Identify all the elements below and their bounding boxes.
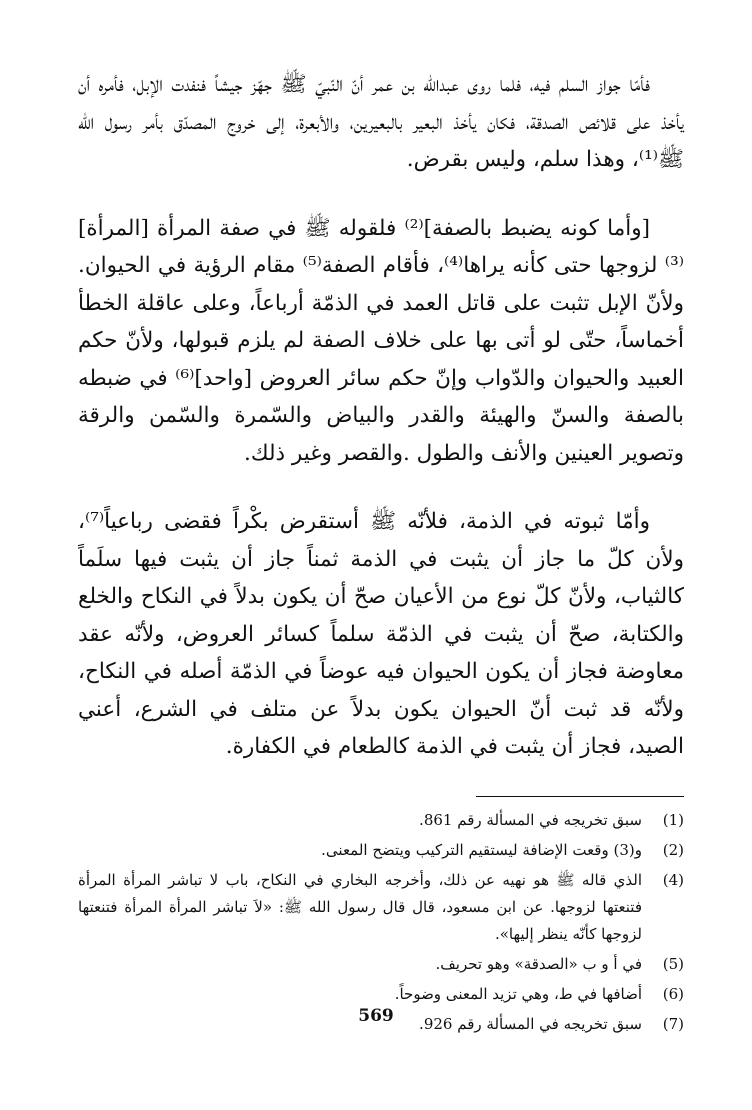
- footnote-number: (7): [662, 1014, 684, 1033]
- page-body: [78, 60, 684, 1041]
- footnote-text: أضافها في ط، وهي تزيد المعنى وضوحاً.: [394, 984, 642, 1003]
- footnote-text: سبق تخريجه في المسألة رقم 926.: [419, 1014, 642, 1033]
- footnote-item: [78, 837, 684, 864]
- footnote-number: (2): [662, 840, 684, 859]
- paragraph-1: [78, 66, 684, 179]
- paragraph-2: [78, 210, 684, 473]
- footnote-item: [78, 981, 684, 1008]
- footnote-text: سبق تخريجه في المسألة رقم 861.: [419, 810, 642, 829]
- footnote-separator: [476, 796, 684, 797]
- paragraph-1-text: فأمّا جواز السلم فيه، فلما روى عبدالله بن عمر أنّ النّبيّ ﷺ جهّز جيشاً فنفدت الإبل، فأمره أن يأخذ على قلائص الصدقة، فكان يأخذ البعير بالبعيرين، والأبعرة، إلى خروج المصدّق بأمر رسول الله ﷺ⁽¹⁾، وهذا سلم، وليس بقرض.: [78, 72, 684, 172]
- footnote-text: الذي قاله ﷺ هو نهيه عن ذلك، وأخرجه البخاري في النكاح، باب لا تباشر المرأة المرأة فتنعتها لزوجها. عن ابن مسعود، قال قال رسول الله ﷺ: «لاَ تباشر المرأة المرأة فتنعتها لزوجها كأنّه ينظر إليها».: [78, 870, 642, 943]
- paragraph-3: [78, 503, 684, 766]
- paragraph-3-text: وأمّا ثبوته في الذمة، فلأنّه ﷺ أستقرض بكْراً فقضى رباعياً⁽⁷⁾، ولأن كلّ ما جاز أن يثبت في الذمة ثمناً جاز أن يثبت فيها سلَماً كالثياب، ولأنّ كلّ نوع من الأعيان صحّ أن يكون بدلاً في النكاح والخلع والكتابة، صحّ أن يثبت في الذمّة سلماً كسائر العروض، ولأنّه عقد معاوضة فجاز أن يكون الحيوان فيه عوضاً في الذمّة أصله في النكاح، ولأنّه قد ثبت أنّ الحيوان يكون بدلاً عن متلف في الشرع، أعني الصيد، فجاز أن يثبت في الذمة كالطعام في الكفارة.: [78, 509, 684, 759]
- footnote-item: [78, 807, 684, 834]
- footnotes: [78, 807, 684, 1038]
- footnote-number: (4): [662, 870, 684, 889]
- page-number: 569: [358, 1006, 394, 1026]
- footnote-number: (1): [662, 810, 684, 829]
- footnote-number: (5): [662, 954, 684, 973]
- footnote-text: و(3) وقعت الإضافة ليستقيم التركيب ويتضح المعنى.: [321, 840, 642, 859]
- footnote-number: (6): [662, 984, 684, 1003]
- footnote-item: [78, 867, 684, 948]
- paragraph-2-text: [وأما كونه يضبط بالصفة]⁽²⁾ فلقوله ﷺ في صفة المرأة [المرأة]⁽³⁾ لزوجها حتى كأنه يراها⁽⁴⁾، فأقام الصفة⁽⁵⁾ مقام الرؤية في الحيوان. ولأنّ الإبل تثبت على قاتل العمد في الذمّة أرباعاً، وعلى عاقلة الخطأ أخماساً، حتّى لو أتى بها على خلاف الصفة لم يلزم قبولها، ولأنّ حكم العبيد والحيوان والدّواب وإنّ حكم سائر العروض [واحد]⁽⁶⁾ في ضبطه بالصفة والسنّ والهيئة والقدر والبياض والسّمرة والسّمن والرقة وتصوير العينين والأنف والطول .والقصر وغير ذلك.: [78, 215, 684, 466]
- footnote-item: [78, 951, 684, 978]
- footnote-text: في أ و ب «الصدقة» وهو تحريف.: [435, 954, 642, 973]
